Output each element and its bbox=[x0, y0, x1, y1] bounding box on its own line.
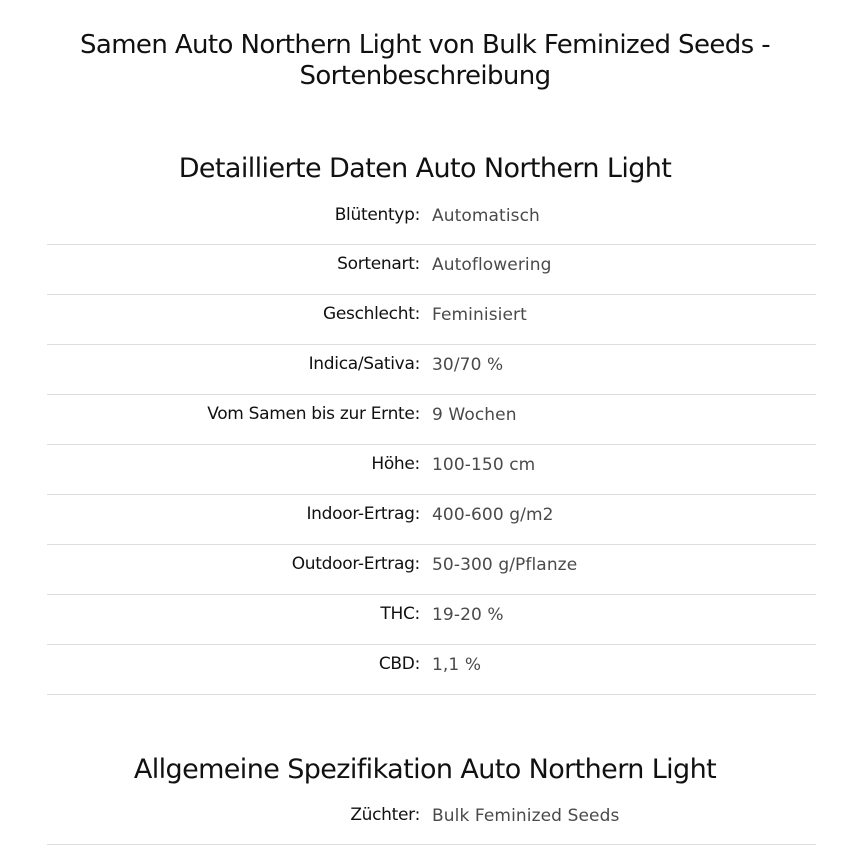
spec-row-indica-sativa bbox=[47, 345, 816, 395]
detailed-data-heading: Detaillierte Daten Auto Northern Light bbox=[178, 153, 672, 184]
spec-value: 100-150 cm bbox=[432, 455, 536, 475]
spec-value: Automatisch bbox=[432, 206, 540, 226]
spec-label: Züchter: bbox=[350, 805, 420, 825]
spec-row-variety-type bbox=[47, 245, 816, 295]
spec-label: Sortenart: bbox=[337, 254, 420, 274]
spec-row-cbd bbox=[47, 645, 816, 695]
spec-value: 9 Wochen bbox=[432, 405, 517, 425]
spec-label: THC: bbox=[380, 604, 420, 624]
spec-value: Autoflowering bbox=[432, 255, 552, 275]
spec-label: Geschlecht: bbox=[322, 304, 420, 324]
spec-label: CBD: bbox=[378, 654, 420, 674]
detailed-data-table bbox=[47, 196, 816, 695]
spec-label: Höhe: bbox=[371, 454, 420, 474]
spec-row-flowering-type bbox=[47, 196, 816, 245]
spec-row-indoor-yield bbox=[47, 495, 816, 545]
page-title: Samen Auto Northern Light von Bulk Feminized Seeds - Sortenbeschreibung bbox=[79, 30, 771, 91]
spec-row-outdoor-yield bbox=[47, 545, 816, 595]
general-spec-heading: Allgemeine Spezifikation Auto Northern Light bbox=[133, 754, 717, 785]
spec-row-thc bbox=[47, 595, 816, 645]
spec-label: Outdoor-Ertrag: bbox=[291, 554, 420, 574]
spec-value: 400-600 g/m2 bbox=[432, 505, 554, 525]
spec-label: Blütentyp: bbox=[334, 205, 420, 225]
spec-value: 50-300 g/Pflanze bbox=[432, 555, 578, 575]
spec-value: 30/70 % bbox=[432, 355, 504, 375]
spec-value: 1,1 % bbox=[432, 655, 482, 675]
spec-row-seed-to-harvest bbox=[47, 395, 816, 445]
spec-value: Feminisiert bbox=[432, 305, 527, 325]
spec-row-height bbox=[47, 445, 816, 495]
general-spec-table bbox=[47, 796, 816, 845]
spec-label: Vom Samen bis zur Ernte: bbox=[207, 404, 420, 424]
spec-value: 19-20 % bbox=[432, 605, 504, 625]
spec-row-breeder bbox=[47, 796, 816, 845]
spec-value: Bulk Feminized Seeds bbox=[432, 806, 620, 826]
spec-row-sex bbox=[47, 295, 816, 345]
spec-label: Indoor-Ertrag: bbox=[306, 504, 420, 524]
spec-label: Indica/Sativa: bbox=[308, 354, 420, 374]
